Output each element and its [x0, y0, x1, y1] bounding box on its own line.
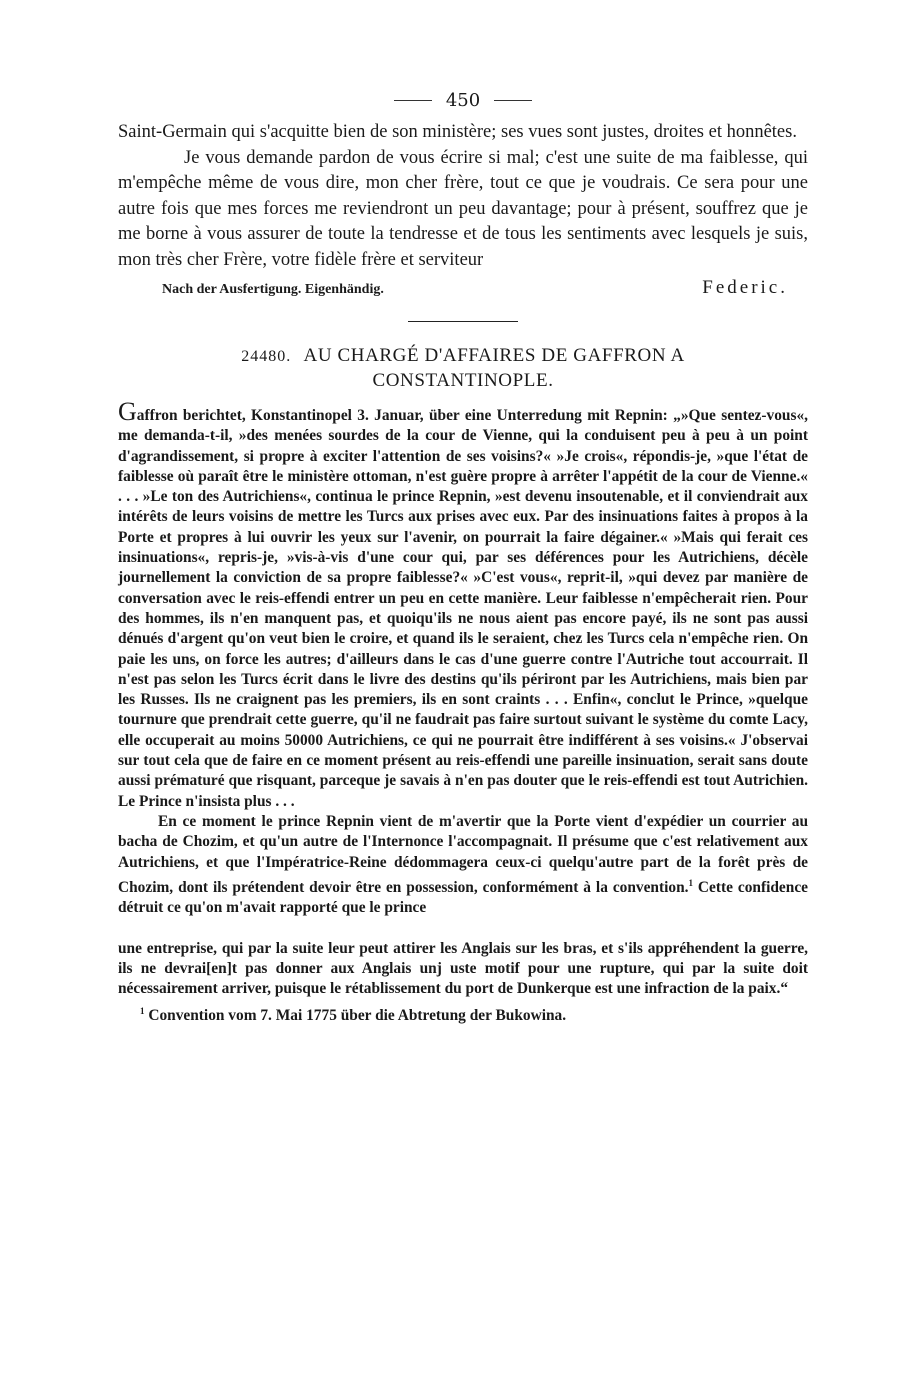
continuation-paragraph: Saint-Germain qui s'acquitte bien de son ministère; ses vues sont justes, droites et honnêtes.: [118, 122, 797, 142]
signature: Federic.: [702, 277, 788, 298]
dropcap-letter: G: [118, 397, 137, 426]
footnote: [118, 1001, 808, 1026]
section-divider: [408, 321, 518, 322]
document-page: [118, 86, 808, 1027]
letter-paragraph-2: [118, 812, 808, 919]
page-number: 450: [445, 89, 481, 111]
page-header: [118, 86, 808, 114]
letter-paragraph-1: [118, 397, 808, 812]
header-dash-left: [394, 100, 432, 101]
header-dash-right: [494, 100, 532, 101]
footnote-marker: 1: [140, 1006, 145, 1017]
letter-number: 24480.: [241, 348, 292, 365]
closing-paragraph: Je vous demande pardon de vous écrire si mal; c'est une suite de ma faiblesse, qui m'empêche même de vous dire, mon cher frère, tout ce que je voudrais. Ce sera pour une autre fois que mes forces me reviendront un peu davantage; pour à présent, souffrez que je me borne à vous assurer de toute la tendresse et de tous les sentiments avec lesquels je suis, mon très cher Frère, votre fidèle frère et serviteur: [118, 147, 808, 270]
letter-heading: [118, 344, 808, 393]
letter-paragraph-3: une entreprise, qui par la suite leur peut attirer les Anglais sur les bras, et s'ils appréhendent la guerre, ils ne devrai[en]t pas donner aux Anglais unj uste motif pour une rupture, qui par la suite doit nécessairement arriver, puisque le rétablissement du port de Dunkerque est une infraction de la paix.“: [118, 939, 808, 998]
source-note: Nach der Ausfertigung. Eigenhändig.: [162, 282, 384, 297]
footnote-text: Convention vom 7. Mai 1775 über die Abtretung der Bukowina.: [144, 1007, 567, 1025]
footnote-reference: 1: [688, 877, 693, 888]
letter-title-line1: AU CHARGÉ D'AFFAIRES DE GAFFRON A: [303, 345, 685, 366]
letter-paragraph-2-text: En ce moment le prince Repnin vient de m'avertir que la Porte vient d'expédier un courrier au bacha de Chozim, et qu'un autre de l'Internonce l'accompagnait. Il présume que c'est relativement aux Autrichiens, et que l'Impératrice-Reine dédommagera ceux-ci quelqu'autre part de la forêt près de Chozim, dont ils prétendent devoir être en possession, conformément à la convention.: [118, 812, 808, 896]
letter-title-line2: CONSTANTINOPLE.: [372, 370, 554, 391]
letter-paragraph-2-tail: Cette confidence détruit ce qu'on m'avait rapporté que le prince: [118, 878, 808, 917]
footnote-gap: [118, 919, 808, 939]
signature-line: [118, 277, 808, 299]
letter-paragraph-1-text: affron berichtet, Konstantinopel 3. Januar, über eine Unterredung mit Repnin: „»Que sentez-vous«, me demanda-t-il, »des menées sourdes de la cour de Vienne, qui la conduisent peu à peu à un point d'agrandissement, si propre à exciter l'attention de ses voisins?« »Je crois«, répondis-je, »que l'état de faiblesse où paraît être le ministère ottoman, n'est guère propre à arrêter l'appétit de la cour de Vienne.« . . . »Le ton des Autrichiens«, continua le prince Repnin, »est devenu insoutenable, et il conviendrait aux intérêts de leurs voisins de mettre les Turcs aux prises avec eux. Par des insinuations faites à propos à la Porte et propres à lui ouvrir les yeux sur l'avenir, on pourrait la faire dégainer.« »Mais qui ferait ces insinuations«, repris-je, »vis-à-vis d'une cour qui, par ses déférences pour les Autrichiens, décèle journellement la conviction de sa propre faiblesse?« »C'est vous«, reprit-il, »qui devez par manière de conversation avec le reis-effendi entrer un peu en cette manière. Leur faiblesse n'empêcherait rien. Pour des hommes, ils n'en manquent pas, et quoiqu'ils ne nous aient pas encore payé, ils ne sont pas aussi dénués d'argent qu'on veut bien le croire, et quand ils le seraient, chez les Turcs cela n'empêche rien. On paie les uns, on force les autres; d'ailleurs dans le cas d'une guerre contre l'Autriche tout accourrait. Il n'est pas selon les Turcs écrit dans le livre des destins qu'ils périront par les Autrichiens, mais bien par les Russes. Ils ne craignent pas les premiers, ils en sont craints . . . Enfin«, conclut le Prince, »quelque tournure que prendrait cette guerre, qu'il ne faudrait pas faire surtout suivant le système du comte Lacy, elle occuperait au moins 50000 Autrichiens, ce qui ne pourrait être indifférent à ses voisins.« J'observai sur tout cela que de faire en ce moment présent au reis-effendi une pareille insinuation, serait sans doute aussi prématuré que risquant, parceque je savais à n'en pas douter que le reis-effendi est tout Autrichien. Le Prince n'insista plus . . .: [118, 407, 808, 810]
